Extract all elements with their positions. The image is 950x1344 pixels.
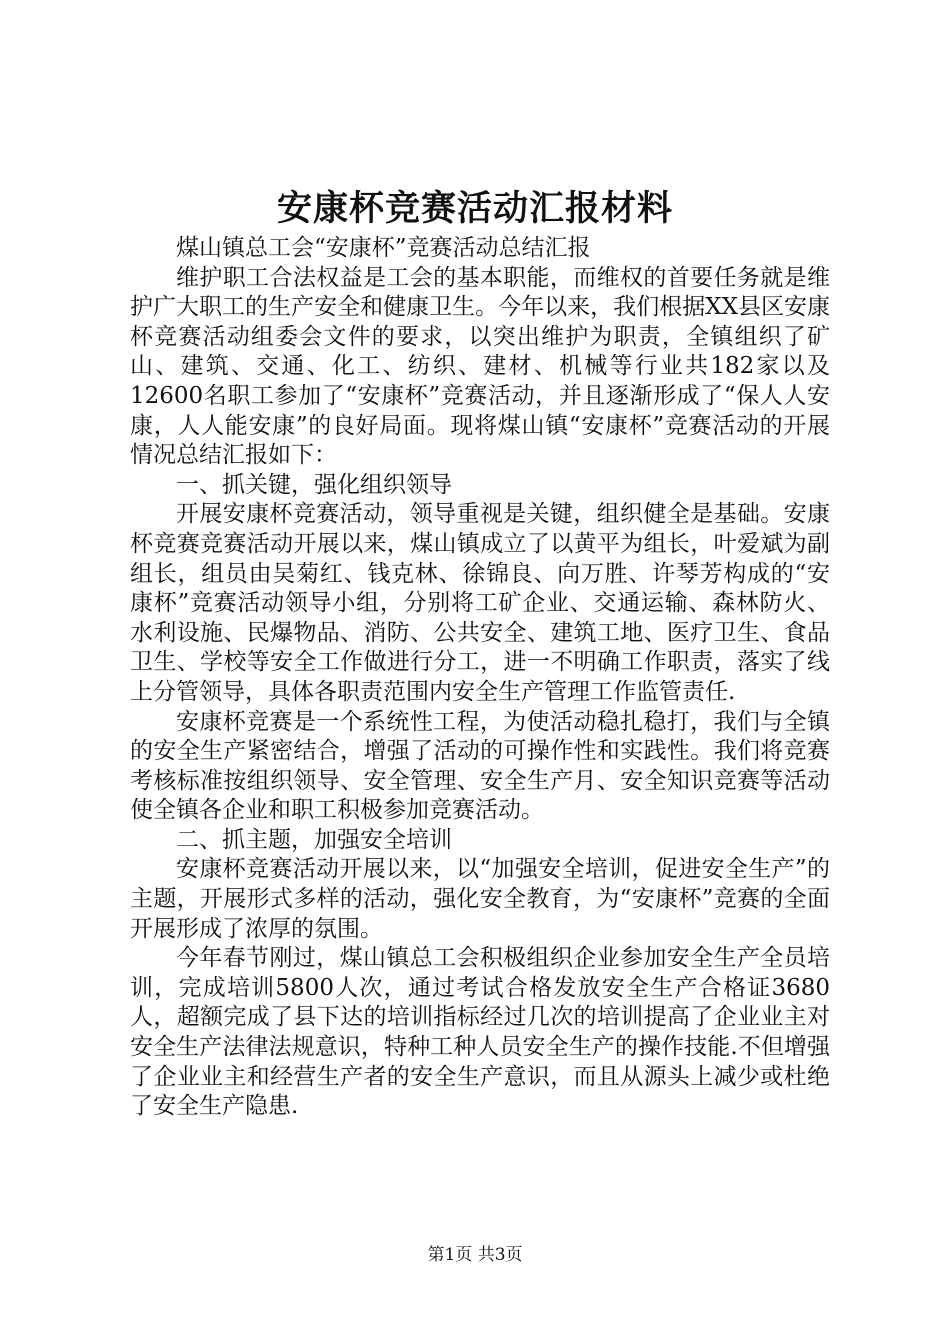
document-body xyxy=(130,234,830,1122)
body-paragraph: 安康杯竞赛是一个系统性工程，为使活动稳扎稳打，我们与全镇的安全生产紧密结合，增强了活动的可操作性和实践性。我们将竞赛考核标准按组织领导、安全管理、安全生产月、安全知识竞赛等活动使全镇各企业和职工积极参加竞赛活动。 xyxy=(130,708,830,824)
section-heading-1: 一、抓关键，强化组织领导 xyxy=(176,471,452,498)
section-heading-2: 二、抓主题，加强安全培训 xyxy=(176,826,452,853)
body-paragraph: 今年春节刚过，煤山镇总工会积极组织企业参加安全生产全员培训，完成培训5800人次，通过考试合格发放安全生产合格证3680人，超额完成了县下达的培训指标经过几次的培训提高了企业业主对安全生产法律法规意识，特种工种人员安全生产的操作技能.不但增强了企业业主和经营生产者的安全生产意识，而且从源头上减少或杜绝了安全生产隐患. xyxy=(130,945,830,1120)
body-paragraph: 开展安康杯竞赛活动，领导重视是关键，组织健全是基础。安康杯竞赛竞赛活动开展以来，煤山镇成立了以黄平为组长，叶爱斌为副组长，组员由吴菊红、钱克林、徐锦良、向万胜、许琴芳构成的“安康杯”竞赛活动领导小组，分别将工矿企业、交通运输、森林防火、水利设施、民爆物品、消防、公共安全、建筑工地、医疗卫生、食品卫生、学校等安全工作做进行分工，进一不明确工作职责，落实了线上分管领导，具体各职责范围内安全生产管理工作监管责任. xyxy=(130,501,830,705)
intro-paragraph: 维护职工合法权益是工会的基本职能，而维权的首要任务就是维护广大职工的生产安全和健康卫生。今年以来，我们根据XX县区安康杯竞赛活动组委会文件的要求，以突出维护为职责，全镇组织了矿山、建筑、交通、化工、纺织、建材、机械等行业共182家以及12600名职工参加了“安康杯”竞赛活动，并且逐渐形成了“保人人安康，人人能安康”的良好局面。现将煤山镇“安康杯”竞赛活动的开展情况总结汇报如下： xyxy=(130,264,830,469)
subtitle-paragraph: 煤山镇总工会“安康杯”竞赛活动总结汇报 xyxy=(176,235,591,261)
body-paragraph: 安康杯竞赛活动开展以来，以“加强安全培训，促进安全生产”的主题，开展形式多样的活动，强化安全教育，为“安康杯”竞赛的全面开展形成了浓厚的氛围。 xyxy=(130,856,830,942)
document-title: 安康杯竞赛活动汇报材料 xyxy=(276,188,673,229)
page-number-footer: 第1页 共3页 xyxy=(427,1245,523,1265)
